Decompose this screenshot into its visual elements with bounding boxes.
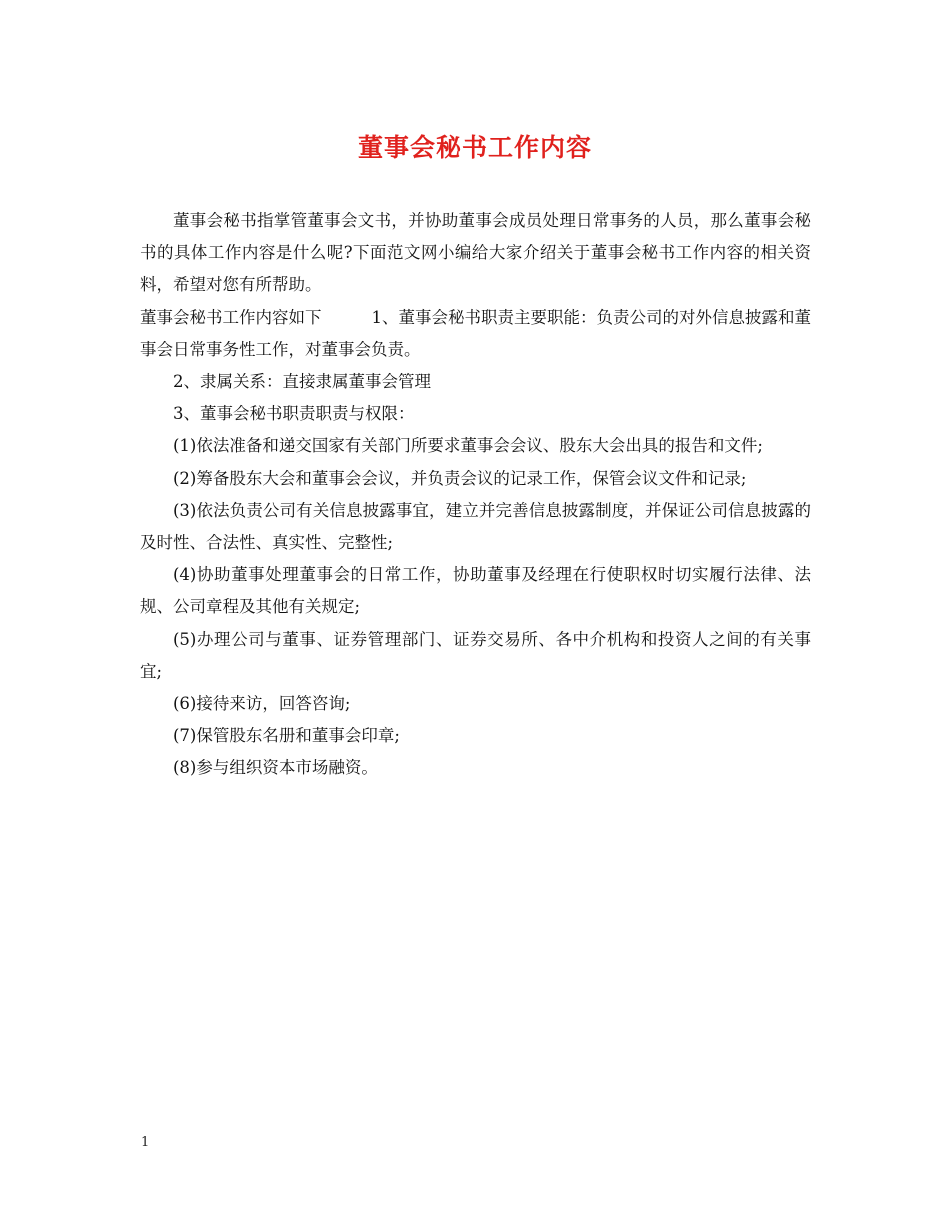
- content-heading: 董事会秘书工作内容如下: [140, 307, 322, 327]
- intro-paragraph: 董事会秘书指掌管董事会文书，并协助董事会成员处理日常事务的人员，那么董事会秘书的具体工作内容是什么呢?下面范文网小编给大家介绍关于董事会秘书工作内容的相关资料，希望对您有所帮助。: [140, 211, 811, 295]
- page-number: 1: [141, 1135, 150, 1150]
- document-body: [140, 205, 811, 785]
- duty-8-paragraph: (8)参与组织资本市场融资。: [173, 758, 378, 778]
- duty-4-paragraph: (4)协助董事处理董事会的日常工作，协助董事及经理在行使职权时切实履行法律、法规、公司章程及其他有关规定;: [140, 565, 811, 617]
- duty-7-paragraph: (7)保管股东名册和董事会印章;: [173, 726, 400, 746]
- duty-5-paragraph: (5)办理公司与董事、证券管理部门、证券交易所、各中介机构和投资人之间的有关事宜;: [140, 629, 811, 681]
- duty-2-paragraph: (2)筹备股东大会和董事会会议，并负责会议的记录工作，保管会议文件和记录;: [173, 468, 747, 488]
- item-1-main-duty: 1、董事会秘书职责主要职能：负责公司的对外信息披露和董事会日常事务性工作，对董事会负责。: [140, 307, 811, 359]
- content-heading-paragraph: [140, 302, 811, 366]
- item-3-duties-heading: 3、董事会秘书职责职责与权限：: [173, 404, 415, 424]
- duty-6-paragraph: (6)接待来访，回答咨询;: [173, 694, 351, 714]
- duty-1-paragraph: (1)依法准备和递交国家有关部门所要求董事会会议、股东大会出具的报告和文件;: [173, 436, 763, 456]
- document-title: 董事会秘书工作内容: [357, 133, 592, 162]
- duty-3-paragraph: (3)依法负责公司有关信息披露事宜，建立并完善信息披露制度，并保证公司信息披露的及时性、合法性、真实性、完整性;: [140, 500, 811, 553]
- item-2-reporting-relation: 2、隶属关系：直接隶属董事会管理: [173, 372, 431, 392]
